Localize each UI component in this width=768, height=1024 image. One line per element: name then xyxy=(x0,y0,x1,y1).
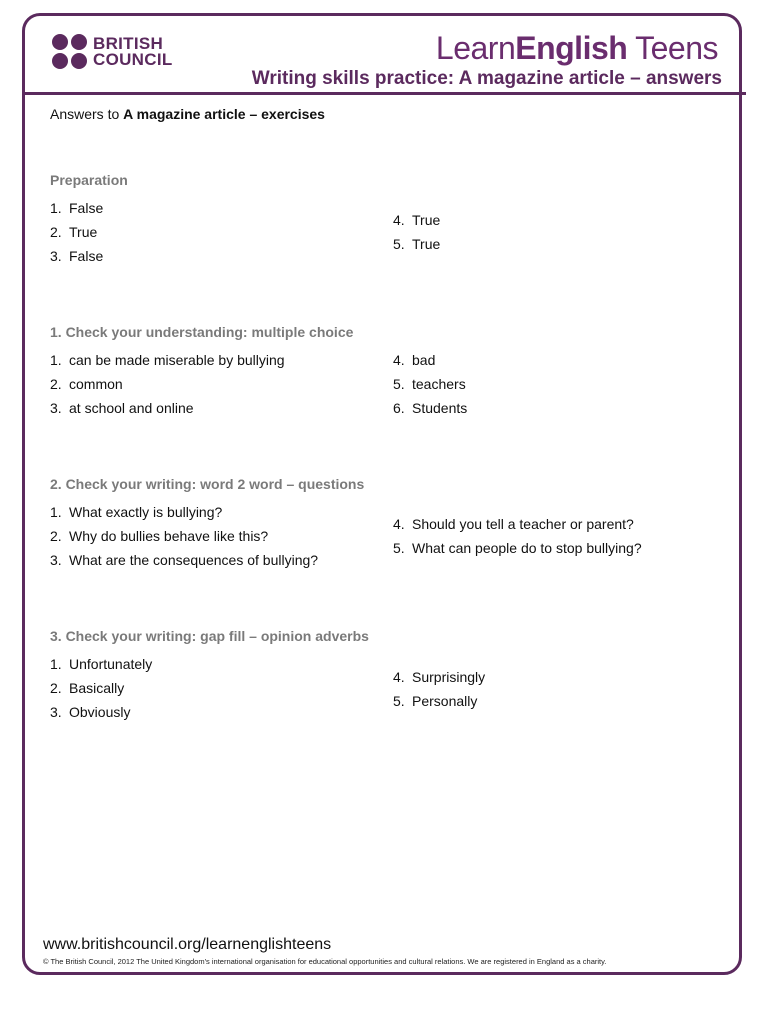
footer-url-link[interactable]: www.britishcouncil.org/learnenglishteens xyxy=(43,936,332,953)
answer-item: 2. Why do bullies behave like this? xyxy=(50,528,269,544)
section-title: 3. Check your writing: gap fill – opinion adverbs xyxy=(50,628,369,644)
answers-right xyxy=(393,665,485,713)
answer-item: 3. What are the consequences of bullying? xyxy=(50,552,319,568)
answers-right xyxy=(393,348,467,420)
british-council-logo xyxy=(52,34,173,69)
answers-right xyxy=(393,512,642,560)
answer-item: 3. False xyxy=(50,248,104,264)
header-rule xyxy=(22,92,746,95)
section-title: Preparation xyxy=(50,172,128,188)
answers-left xyxy=(50,500,318,572)
answers-right xyxy=(393,208,440,256)
answer-item: 5. What can people do to stop bullying? xyxy=(393,540,642,556)
answer-item: 1. What exactly is bullying? xyxy=(50,504,223,520)
learnenglish-teens-logo: LearnEnglish Teens xyxy=(435,30,718,66)
answer-item: 4. Surprisingly xyxy=(393,669,486,685)
page-frame xyxy=(22,13,742,975)
logo-line-1: BRITISH xyxy=(93,33,164,53)
section-title: 1. Check your understanding: multiple choice xyxy=(50,324,354,340)
answers-left xyxy=(50,348,285,420)
logo-dots-icon xyxy=(52,34,87,69)
page-title: Writing skills practice: A magazine article – answers xyxy=(251,68,722,89)
answer-item: 1. Unfortunately xyxy=(50,656,153,672)
logo-line-2: COUNCIL xyxy=(93,49,173,69)
footer-copyright: © The British Council, 2012 The United Kingdom's international organisation for educational opportunities and cultural relations. We are registered in England as a charity. xyxy=(43,957,607,966)
section-title: 2. Check your writing: word 2 word – questions xyxy=(50,476,365,492)
answer-item: 5. teachers xyxy=(393,376,466,392)
answer-item: 5. Personally xyxy=(393,693,478,709)
answers-left xyxy=(50,196,103,268)
answer-item: 1. False xyxy=(50,200,104,216)
answer-item: 1. can be made miserable by bullying xyxy=(50,352,285,368)
answers-left xyxy=(50,652,152,724)
answer-item: 3. at school and online xyxy=(50,400,194,416)
answer-item: 4. bad xyxy=(393,352,436,368)
answer-item: 6. Students xyxy=(393,400,468,416)
answer-item: 2. Basically xyxy=(50,680,125,696)
answer-item: 4. True xyxy=(393,212,441,228)
answer-item: 3. Obviously xyxy=(50,704,131,720)
answer-item: 4. Should you tell a teacher or parent? xyxy=(393,516,634,532)
answer-item: 2. common xyxy=(50,376,123,392)
answer-item: 2. True xyxy=(50,224,98,240)
answer-item: 5. True xyxy=(393,236,441,252)
intro-line: Answers to A magazine article – exercises xyxy=(50,106,325,122)
